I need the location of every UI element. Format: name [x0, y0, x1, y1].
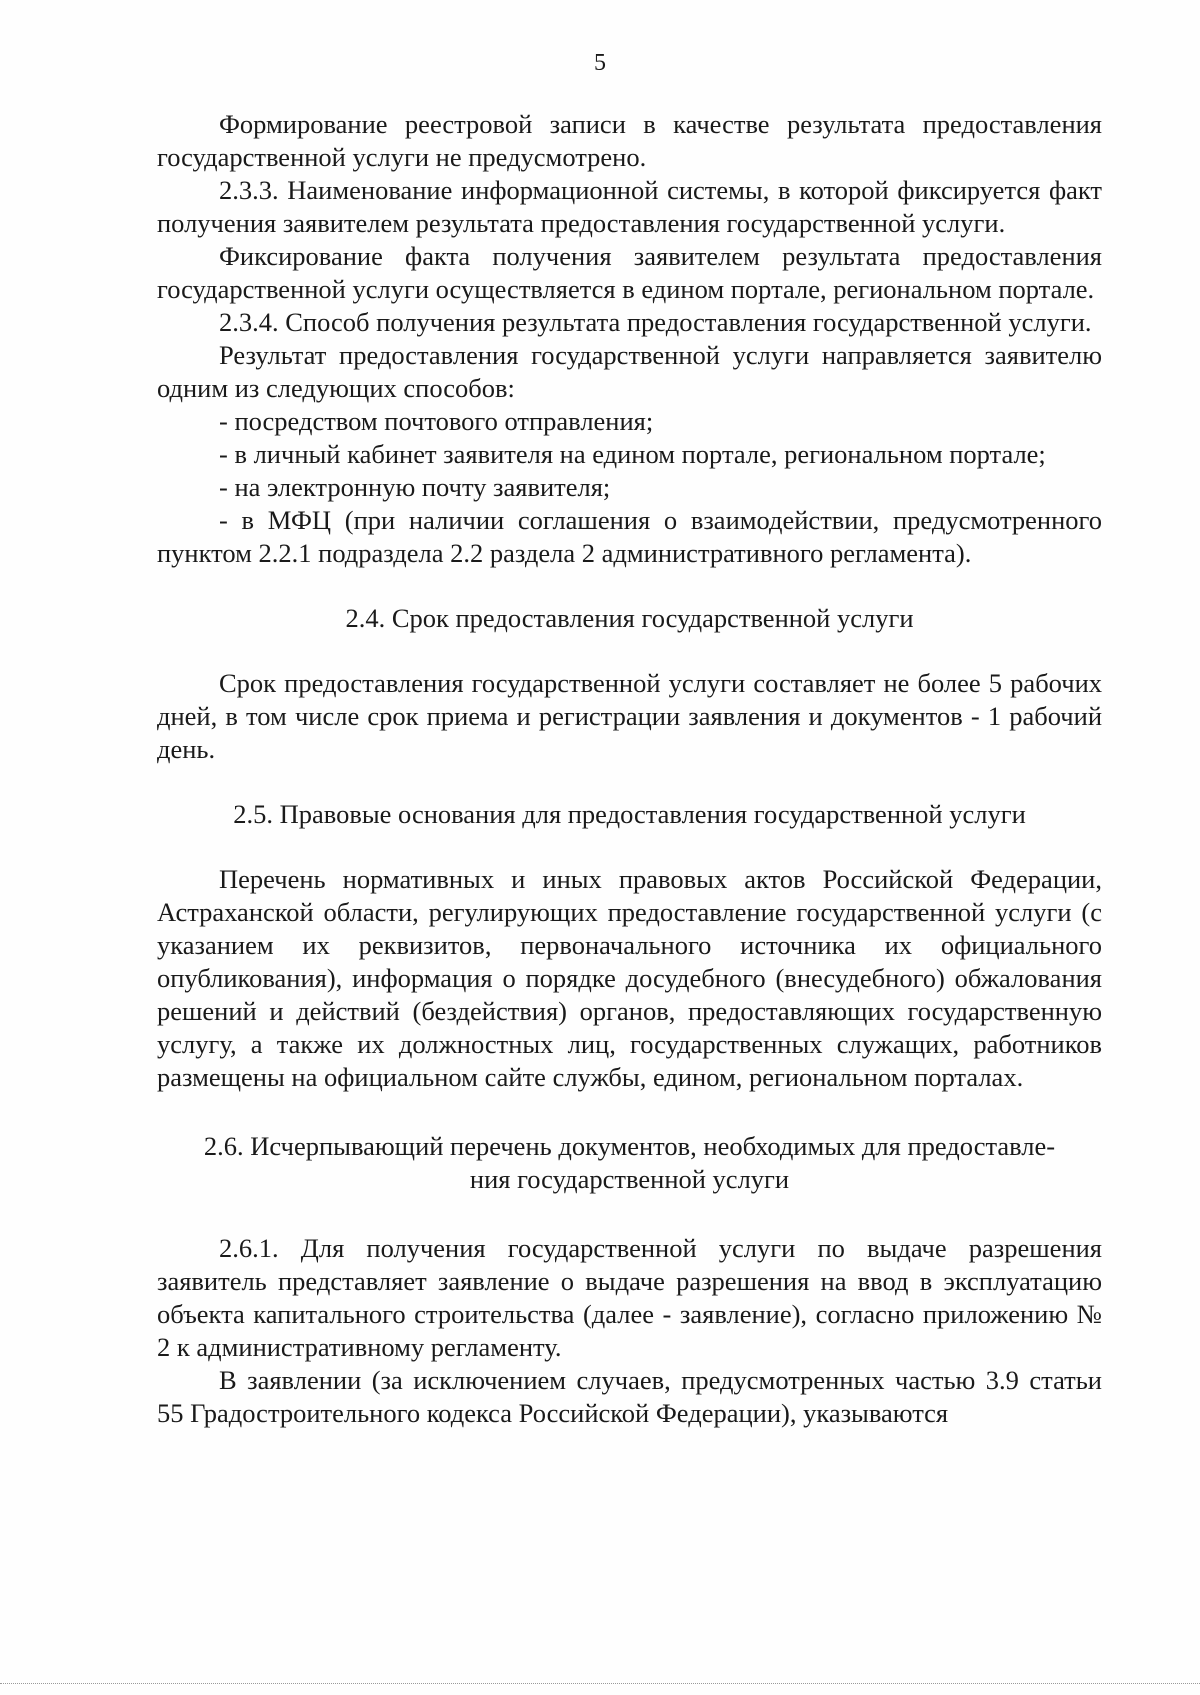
spacer [157, 570, 1102, 602]
spacer [157, 1196, 1102, 1232]
scan-edge-line [0, 1683, 1200, 1684]
paragraph: Перечень нормативных и иных правовых актов Российской Федерации, Астраханской области, регулирующих предоставление государственной услуги (с указанием их реквизитов, первоначального источника их официального опубликования), информация о порядке досудебного (внесудебного) обжалования решений и действий (бездействия) органов, предоставляющих государственную услугу, а также их должностных лиц, государственных служащих, работников размещены на официальном сайте службы, едином, региональном порталах. [157, 864, 1102, 1092]
paragraph: Срок предоставления государственной услуги составляет не более 5 рабочих дней, в том числе срок приема и регистрации заявления и документов - 1 рабочий день. [157, 668, 1102, 764]
section-heading-2-5: 2.5. Правовые основания для предоставления государственной услуги [233, 799, 1026, 829]
list-item: - посредством почтового отправления; [219, 406, 654, 436]
list-item: - в личный кабинет заявителя на едином портале, региональном портале; [219, 439, 1046, 469]
paragraph: Результат предоставления государственной услуги направляется заявителю одним из следующих способов: [157, 340, 1102, 403]
page-number: 5 [594, 50, 606, 76]
paragraph: В заявлении (за исключением случаев, предусмотренных частью 3.9 статьи 55 Градостроительного кодекса Российской Федерации), указываются [157, 1365, 1102, 1428]
document-body [157, 108, 1102, 1430]
heading-line: ния государственной услуги [469, 1164, 790, 1194]
paragraph: 2.3.3. Наименование информационной системы, в которой фиксируется факт получения заявителем результата предоставления государственной услуги. [157, 175, 1102, 238]
paragraph: Фиксирование факта получения заявителем результата предоставления государственной услуги осуществляется в едином портале, региональном портале. [157, 241, 1102, 304]
spacer [157, 635, 1102, 667]
list-item: - на электронную почту заявителя; [219, 472, 611, 502]
section-heading-2-6 [157, 1130, 1102, 1196]
spacer [157, 1094, 1102, 1130]
heading-line: 2.6. Исчерпывающий перечень документов, необходимых для предоставле- [203, 1131, 1056, 1161]
paragraph: 2.3.4. Способ получения результата предоставления государственной услуги. [219, 307, 1092, 337]
spacer [157, 766, 1102, 798]
list-item: - в МФЦ (при наличии соглашения о взаимодействии, предусмотренного пунктом 2.2.1 подраздела 2.2 раздела 2 административного регламента). [157, 505, 1102, 568]
paragraph: Формирование реестровой записи в качестве результата предоставления государственной услуги не предусмотрено. [157, 109, 1102, 172]
spacer [157, 831, 1102, 863]
section-heading-2-4: 2.4. Срок предоставления государственной услуги [345, 603, 914, 633]
paragraph: 2.6.1. Для получения государственной услуги по выдаче разрешения заявитель представляет заявление о выдаче разрешения на ввод в эксплуатацию объекта капитального строительства (далее - заявление), согласно приложению № 2 к административному регламенту. [157, 1233, 1102, 1362]
